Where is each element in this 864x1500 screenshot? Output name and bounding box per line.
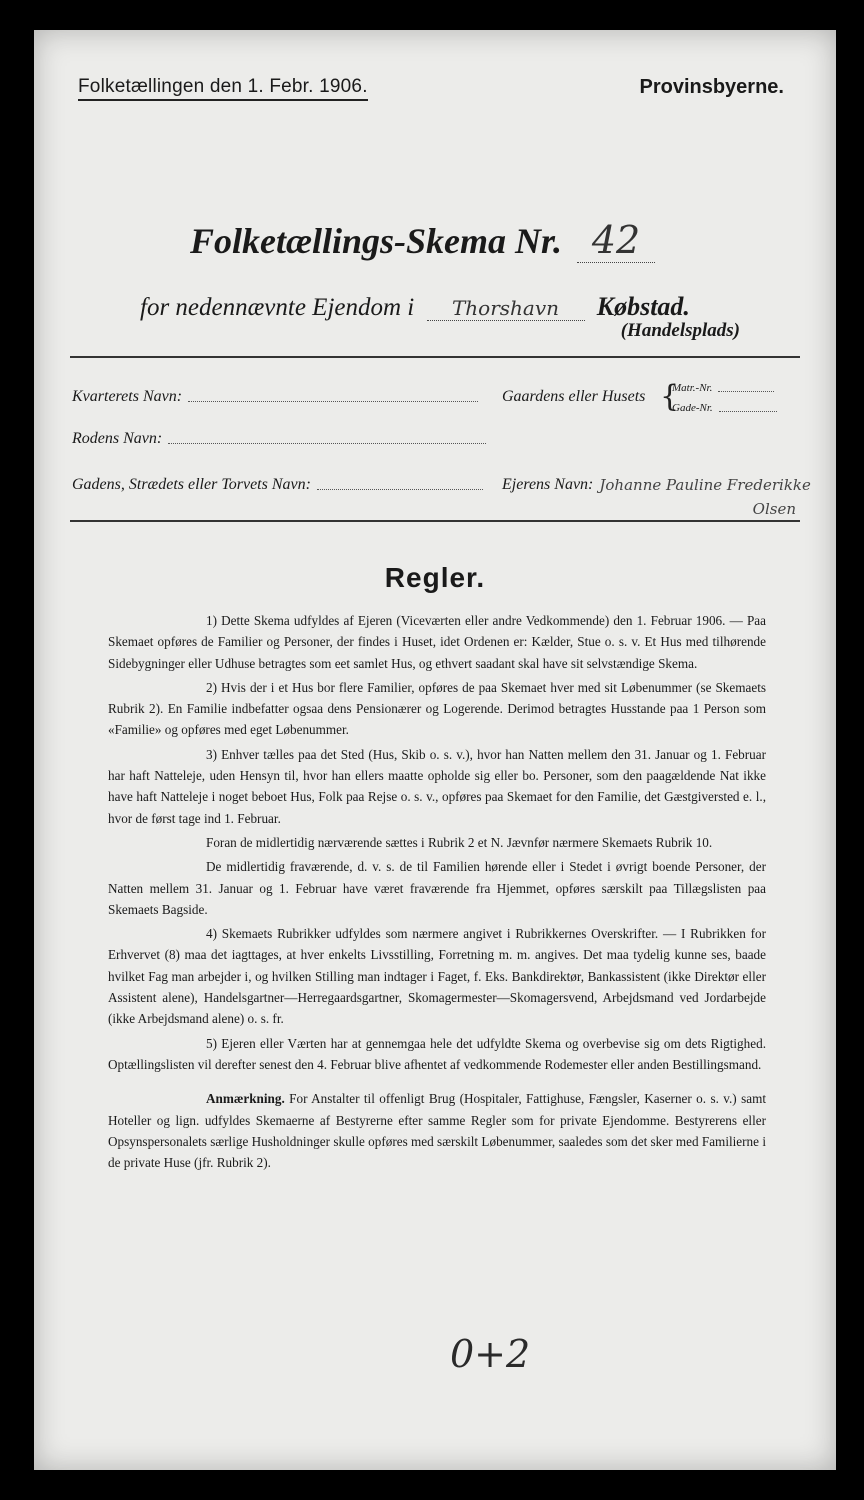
- gade-nr-label: Gade-Nr.: [672, 402, 713, 414]
- form-subtitle: [140, 292, 690, 322]
- rode-label: Rodens Navn:: [72, 430, 163, 447]
- note-paragraph: [108, 1088, 766, 1173]
- town-name: Thorshavn: [427, 296, 585, 321]
- kvarter-label: Kvarterets Navn:: [72, 388, 183, 405]
- handwritten-count: 0+2: [450, 1332, 531, 1376]
- kvarter-field: [72, 388, 478, 406]
- fields-divider: [70, 520, 800, 522]
- rules-heading: Regler.: [384, 562, 486, 593]
- gade-line: [317, 489, 483, 490]
- matr-label: Matr.-Nr.: [672, 382, 713, 394]
- note-text: For Anstalter til offenligt Brug (Hospitaler, Fattighuse, Fængsler, Kaserner o. s. v.) samt Hoteller og lign. udfyldes Skemaerne af Bestyrerne efter samme Regler som for private Ejendomme. Bestyrerens eller Opsynspersonalets særlige Husholdninger skulle opføres med særskilt Løbenummer, saaledes som det sker med Familierne i de private Huse (jfr. Rubrik 2).: [108, 1091, 766, 1171]
- gaarden-field: [502, 388, 645, 406]
- ejer-label: Ejerens Navn:: [502, 476, 594, 493]
- rule-paragraph: De midlertidig fraværende, d. v. s. de til Familien hørende eller i Stedet i øvrigt boende Personer, der Natten mellem 31. Januar og 1. Februar have været fraværende fra Hjemmet, opføres særskilt paa Tillægslisten paa Skemaets Bagside.: [108, 859, 766, 917]
- form-title: [190, 218, 655, 263]
- rule-paragraph: 1) Dette Skema udfyldes af Ejeren (Viceværten eller andre Vedkommende) den 1. Februar 1906. — Paa Skemaet opføres de Familier og Personer, der findes i Huset, idet Ordenen er: Kælder, Stue o. s. v. Et Hus med tilhørende Sidebygninger eller Udhuse betragtes som eet samlet Hus, og ethvert saadant skal have sit selvstændige Skema.: [108, 613, 766, 671]
- rule-paragraph: Foran de midlertidig nærværende sættes i Rubrik 2 et N. Jævnfør nærmere Skemaets Rubrik 10.: [206, 834, 713, 850]
- region-label: Provinsbyerne.: [639, 76, 784, 98]
- rode-line: [168, 443, 486, 444]
- census-form-page: [34, 30, 836, 1470]
- gaarden-label: Gaardens eller Husets: [502, 388, 646, 405]
- rode-field: [72, 430, 486, 448]
- form-number: 42: [577, 218, 655, 263]
- form-title-text: Folketællings-Skema Nr.: [190, 221, 563, 261]
- subtitle-prefix: for nedennævnte Ejendom i: [140, 294, 415, 321]
- note-label: Anmærkning.: [206, 1091, 285, 1107]
- census-header: Folketællingen den 1. Febr. 1906.: [78, 76, 368, 101]
- subtitle-suffix: Købstad.: [596, 292, 690, 321]
- rules-body: [108, 610, 766, 1176]
- owner-name: Johanne Pauline Frederikke: [599, 476, 811, 494]
- rule-paragraph: 3) Enhver tælles paa det Sted (Hus, Skib o. s. v.), hvor han Natten mellem den 31. Januar og 1. Februar har haft Natteleje, uden Hensyn til, hvor han ellers maatte opholde sig eller bo. Personer, som den paagældende Nat ikke have haft Natteleje i noget beboet Hus, Folk paa Rejse o. s. v., opføres paa Skemaet for den Familie, det Gæstgiversted e. l., hvor de først tage ind 1. Februar.: [108, 746, 766, 826]
- ejer-field: [502, 476, 811, 494]
- handelsplads-label: (Handelsplads): [620, 320, 740, 341]
- brace-mark: {: [660, 379, 680, 414]
- gade-field: [72, 476, 483, 494]
- rule-paragraph: 4) Skemaets Rubrikker udfyldes som nærmere angivet i Rubrikkernes Overskrifter. — I Rubrikken for Erhvervet (8) maa det iagttages, at hver enkelts Livsstilling, Forretning m. m. angives. Det maa tydelig kunne ses, baade hvilket Fag man arbejder i, og hvilken Stilling man indtager i Faget, f. Eks. Bankdirektør, Bankassistent (ikke Direktør eller Assistent alene), Handelsgartner—Herregaardsgartner, Skomagermester—Skomagersvend, Arbejdsmand ved Jordarbejde (ikke Arbejdsmand alene) o. s. fr.: [108, 926, 766, 1027]
- kvarter-line: [188, 401, 478, 402]
- top-divider: [70, 356, 800, 358]
- matr-field: [672, 382, 774, 394]
- matr-line: [718, 391, 774, 392]
- gade-label: Gadens, Strædets eller Torvets Navn:: [72, 476, 311, 493]
- gade-nr-field: [672, 402, 777, 414]
- gade-nr-line: [719, 411, 777, 412]
- owner-surname: Olsen: [752, 500, 796, 518]
- rule-paragraph: 2) Hvis der i et Hus bor flere Familier, opføres de paa Skemaet hver med sit Løbenummer (se Skemaets Rubrik 2). En Familie indbefatter ogsaa dens Pensionærer og Logerende. Derimod betragtes Husstande paa 1 Person som «Familie» og opføres med eget Løbenummer.: [108, 679, 766, 738]
- rule-paragraph: 5) Ejeren eller Værten har at gennemgaa hele det udfyldte Skema og overbevise sig om dets Rigtighed. Optællingslisten vil derefter senest den 4. Februar blive afhentet af vedkommende Rodemester eller anden Bestillingsmand.: [108, 1035, 766, 1072]
